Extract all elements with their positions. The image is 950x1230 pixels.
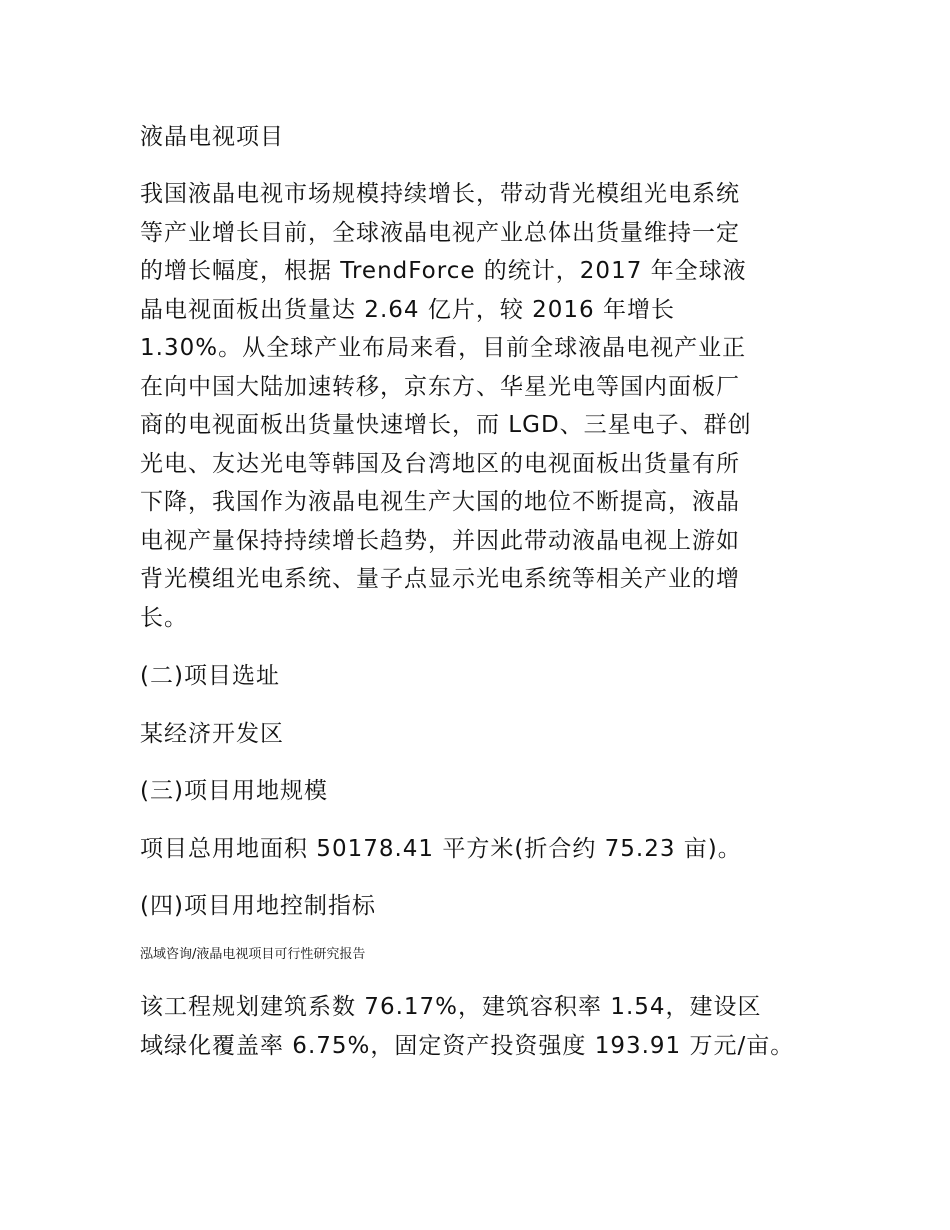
section-3-text: 项目总用地面积 50178.41 平方米(折合约 75.23 亩)。 [140,836,742,862]
intro-line: 晶电视面板出货量达 2.64 亿片，较 2016 年增长 [140,296,675,323]
page-footer: 泓域咨询/液晶电视项目可行性研究报告 [140,947,366,962]
intro-line: 光电、友达光电等韩国及台湾地区的电视面板出货量有所 [140,450,740,477]
intro-line: 等产业增长目前，全球液晶电视产业总体出货量维持一定 [140,219,740,246]
intro-line: 我国液晶电视市场规模持续增长，带动背光模组光电系统 [140,181,740,207]
intro-line: 电视产量保持持续增长趋势，并因此带动液晶电视上游如 [140,527,740,554]
intro-line: 在向中国大陆加速转移，京东方、华星光电等国内面板厂 [140,373,740,400]
section-3-title: (三)项目用地规模 [140,778,328,804]
intro-line: 的增长幅度，根据 TrendForce 的统计，2017 年全球液 [140,258,747,284]
section-2-text: 某经济开发区 [140,721,284,747]
intro-line: 商的电视面板出货量快速增长，而 LGD、三星电子、群创 [140,412,752,438]
section-4-title: (四)项目用地控制指标 [140,893,376,919]
section-4-line: 域绿化覆盖率 6.75%，固定资产投资强度 193.91 万元/亩。 [140,1032,795,1059]
project-heading: 液晶电视项目 [140,124,284,150]
intro-line: 1.30%。从全球产业布局来看，目前全球液晶电视产业正 [140,335,747,361]
section-4-line: 该工程规划建筑系数 76.17%，建筑容积率 1.54，建设区 [140,994,762,1020]
intro-line: 下降，我国作为液晶电视生产大国的地位不断提高，液晶 [140,489,740,515]
intro-line: 背光模组光电系统、量子点显示光电系统等相关产业的增 [140,566,740,592]
intro-line: 长。 [140,604,188,631]
section-2-title: (二)项目选址 [140,663,280,689]
